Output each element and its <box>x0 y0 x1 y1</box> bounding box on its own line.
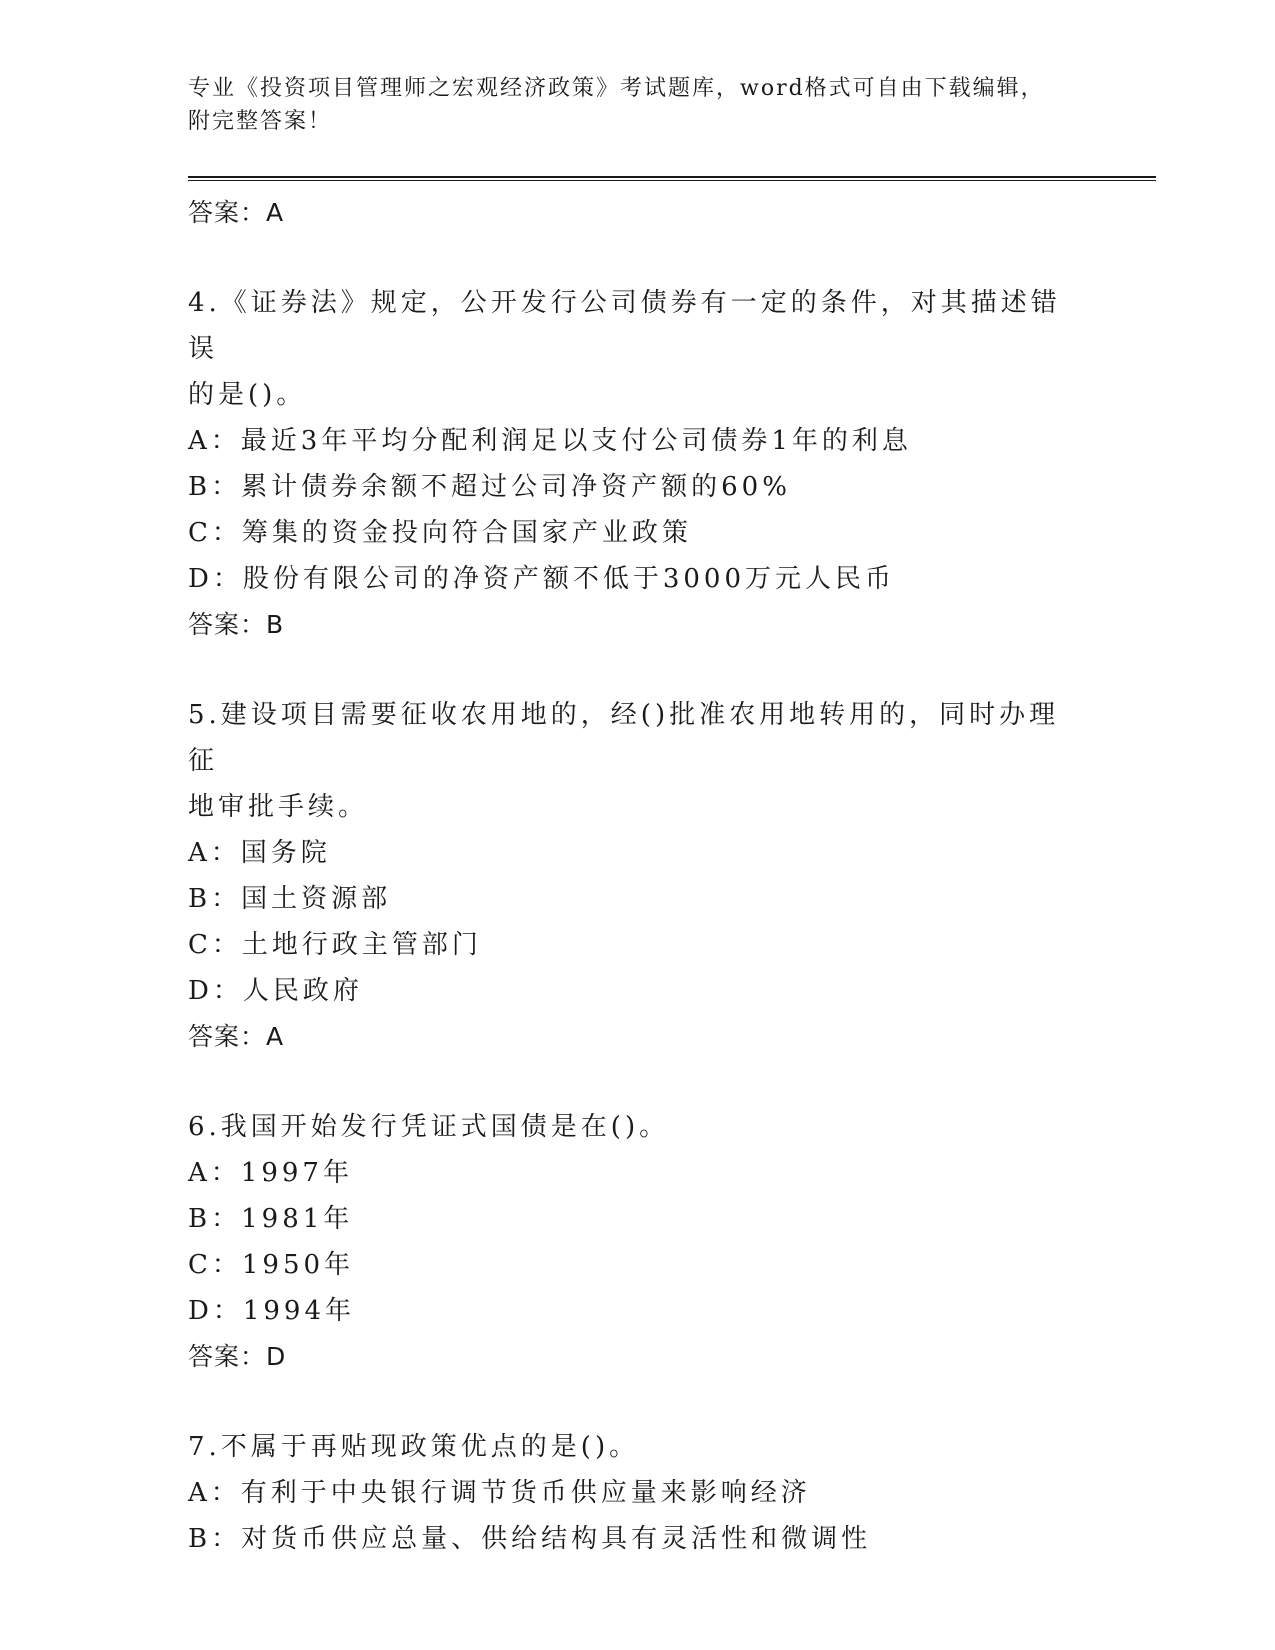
question-text-line: 的是()。 <box>188 380 307 410</box>
document-header <box>188 72 1088 138</box>
spacer <box>188 1060 1088 1104</box>
option-a: A：有利于中央银行调节货币供应量来影响经济 <box>188 1478 811 1508</box>
spacer <box>188 1380 1088 1424</box>
option-d: D：1994年 <box>188 1296 356 1326</box>
answer-line: 答案：A <box>188 1022 285 1051</box>
option-d: D：股份有限公司的净资产额不低于3000万元人民币 <box>188 564 896 594</box>
spacer <box>188 648 1088 692</box>
option-d: D：人民政府 <box>188 976 363 1006</box>
question-4 <box>188 280 1088 648</box>
header-line-2: 附完整答案！ <box>188 109 333 134</box>
answer-line: 答案：D <box>188 1342 287 1371</box>
option-b: B：国土资源部 <box>188 884 392 914</box>
question-6 <box>188 1104 1088 1380</box>
question-text-line: 地审批手续。 <box>188 792 369 822</box>
answer-line: 答案：B <box>188 610 285 639</box>
option-b: B：对货币供应总量、供给结构具有灵活性和微调性 <box>188 1524 872 1554</box>
question-5 <box>188 692 1088 1060</box>
option-b: B：累计债券余额不超过公司净资产额的60% <box>188 472 791 502</box>
option-a: A：最近3年平均分配利润足以支付公司债券1年的利息 <box>188 426 912 456</box>
option-c: C：土地行政主管部门 <box>188 930 482 960</box>
question-text-line: 6.我国开始发行凭证式国债是在()。 <box>188 1112 670 1142</box>
question-7 <box>188 1424 1088 1562</box>
spacer <box>188 236 1088 280</box>
option-b: B：1981年 <box>188 1204 354 1234</box>
answer-line: 答案：A <box>188 198 285 227</box>
question-text-line: 4.《证券法》规定，公开发行公司债券有一定的条件，对其描述错误 <box>188 288 1061 364</box>
header-line-1: 专业《投资项目管理师之宏观经济政策》考试题库，word格式可自由下载编辑， <box>188 76 1045 101</box>
option-c: C：1950年 <box>188 1250 355 1280</box>
header-divider <box>188 176 1156 181</box>
question-text-line: 7.不属于再贴现政策优点的是()。 <box>188 1432 640 1462</box>
option-a: A：1997年 <box>188 1158 353 1188</box>
option-c: C：筹集的资金投向符合国家产业政策 <box>188 518 692 548</box>
question-text-line: 5.建设项目需要征收农用地的，经()批准农用地转用的，同时办理征 <box>188 700 1060 776</box>
document-body <box>188 190 1088 1562</box>
option-a: A：国务院 <box>188 838 331 868</box>
